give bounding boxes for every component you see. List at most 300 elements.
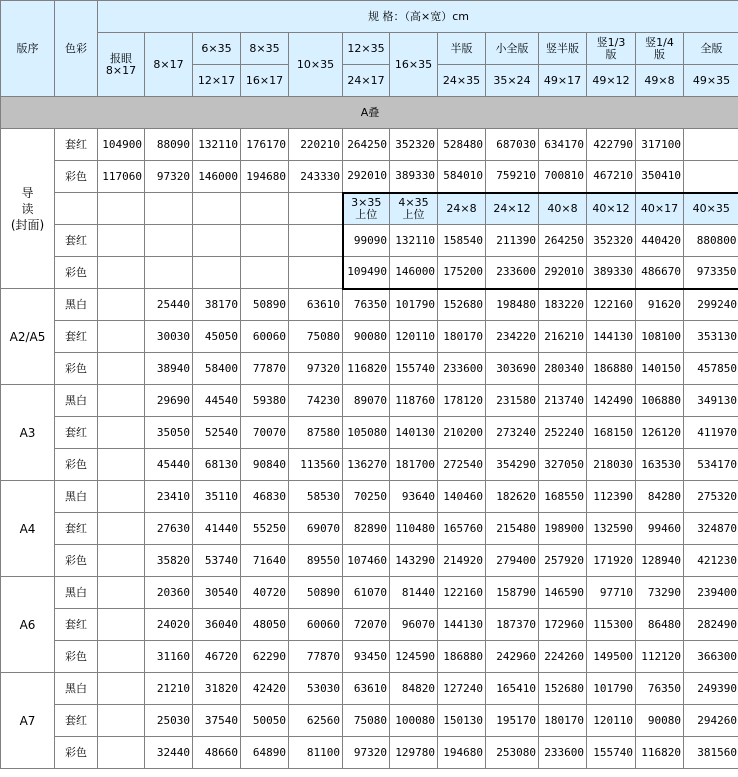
price-cell: 140460	[438, 481, 486, 513]
spec-header: 规 格：（高×宽）cm	[98, 1, 738, 33]
price-cell: 116820	[343, 353, 390, 385]
price-cell: 181700	[390, 449, 438, 481]
price-cell: 60060	[289, 609, 343, 641]
price-cell: 93450	[343, 641, 390, 673]
price-cell: 53030	[289, 673, 343, 705]
price-cell: 45050	[193, 321, 241, 353]
price-cell: 194680	[438, 737, 486, 769]
price-cell: 352320	[390, 129, 438, 161]
price-cell: 152680	[539, 673, 587, 705]
empty-cell	[193, 193, 241, 225]
price-cell: 97320	[343, 737, 390, 769]
sub-size-header: 3×35 上位	[343, 193, 390, 225]
price-cell: 99090	[343, 225, 390, 257]
empty-cell	[145, 257, 193, 289]
empty-cell	[193, 225, 241, 257]
size-header: 12×35	[343, 33, 390, 65]
price-cell: 45440	[145, 449, 193, 481]
price-cell: 186880	[587, 353, 636, 385]
price-cell: 214920	[438, 545, 486, 577]
price-cell: 73290	[636, 577, 684, 609]
price-cell: 183220	[539, 289, 587, 321]
price-cell: 36040	[193, 609, 241, 641]
price-cell	[98, 545, 145, 577]
empty-cell	[241, 257, 289, 289]
price-cell: 132110	[390, 225, 438, 257]
price-cell: 239400	[684, 577, 738, 609]
price-cell: 880800	[684, 225, 738, 257]
price-cell: 146590	[539, 577, 587, 609]
color-label: 套红	[55, 417, 98, 449]
price-cell: 105080	[343, 417, 390, 449]
price-cell: 187370	[486, 609, 539, 641]
price-cell: 50890	[241, 289, 289, 321]
price-cell	[98, 609, 145, 641]
price-cell: 486670	[636, 257, 684, 289]
price-cell: 58530	[289, 481, 343, 513]
price-cell: 48050	[241, 609, 289, 641]
price-cell: 112120	[636, 641, 684, 673]
price-cell: 172960	[539, 609, 587, 641]
color-label: 彩色	[55, 737, 98, 769]
price-cell: 282490	[684, 609, 738, 641]
price-cell: 52540	[193, 417, 241, 449]
price-cell: 350410	[636, 161, 684, 193]
price-cell: 317100	[636, 129, 684, 161]
price-cell: 74230	[289, 385, 343, 417]
size-header-alt: 12×17	[193, 65, 241, 97]
price-cell: 381560	[684, 737, 738, 769]
color-label: 黑白	[55, 577, 98, 609]
price-cell: 411970	[684, 417, 738, 449]
size-header-alt: 24×17	[343, 65, 390, 97]
price-cell: 299240	[684, 289, 738, 321]
price-cell: 53740	[193, 545, 241, 577]
size-header-alt: 49×12	[587, 65, 636, 97]
empty-cell	[241, 225, 289, 257]
price-cell: 82890	[343, 513, 390, 545]
empty-cell	[145, 225, 193, 257]
price-cell: 87580	[289, 417, 343, 449]
price-cell: 84280	[636, 481, 684, 513]
price-cell: 584010	[438, 161, 486, 193]
color-label: 套红	[55, 513, 98, 545]
price-cell: 46830	[241, 481, 289, 513]
price-cell: 467210	[587, 161, 636, 193]
price-cell: 97710	[587, 577, 636, 609]
price-cell: 132590	[587, 513, 636, 545]
price-cell: 292010	[343, 161, 390, 193]
price-cell: 421230	[684, 545, 738, 577]
price-cell: 110480	[390, 513, 438, 545]
price-cell: 242960	[486, 641, 539, 673]
price-cell: 24020	[145, 609, 193, 641]
price-cell: 210200	[438, 417, 486, 449]
price-cell: 973350	[684, 257, 738, 289]
price-cell: 146000	[193, 161, 241, 193]
price-cell: 534170	[684, 449, 738, 481]
price-cell: 69070	[289, 513, 343, 545]
price-cell: 93640	[390, 481, 438, 513]
color-header: 色彩	[55, 1, 98, 97]
empty-cell	[55, 193, 98, 225]
price-cell: 422790	[587, 129, 636, 161]
price-cell: 71640	[241, 545, 289, 577]
price-cell: 27630	[145, 513, 193, 545]
price-cell	[98, 417, 145, 449]
price-cell: 180170	[438, 321, 486, 353]
price-cell	[98, 705, 145, 737]
price-cell: 75080	[343, 705, 390, 737]
price-cell: 275320	[684, 481, 738, 513]
price-cell: 127240	[438, 673, 486, 705]
sub-size-header: 24×12	[486, 193, 539, 225]
price-cell: 140130	[390, 417, 438, 449]
price-cell: 101790	[587, 673, 636, 705]
price-cell: 168550	[539, 481, 587, 513]
price-cell: 700810	[539, 161, 587, 193]
color-label: 黑白	[55, 673, 98, 705]
price-cell: 178120	[438, 385, 486, 417]
empty-cell	[289, 225, 343, 257]
price-cell: 122160	[587, 289, 636, 321]
price-cell: 389330	[587, 257, 636, 289]
price-cell: 32440	[145, 737, 193, 769]
price-cell: 75080	[289, 321, 343, 353]
color-label: 彩色	[55, 545, 98, 577]
price-cell: 70070	[241, 417, 289, 449]
price-cell: 50050	[241, 705, 289, 737]
price-cell: 180170	[539, 705, 587, 737]
price-cell: 90080	[636, 705, 684, 737]
price-cell: 150130	[438, 705, 486, 737]
price-cell: 129780	[390, 737, 438, 769]
empty-cell	[98, 257, 145, 289]
price-cell: 70250	[343, 481, 390, 513]
price-cell: 113560	[289, 449, 343, 481]
price-cell: 84820	[390, 673, 438, 705]
price-cell: 109490	[343, 257, 390, 289]
price-cell: 38940	[145, 353, 193, 385]
size-header-alt: 16×17	[241, 65, 289, 97]
size-header-alt: 49×35	[684, 65, 738, 97]
size-header: 全版	[684, 33, 738, 65]
price-cell: 40720	[241, 577, 289, 609]
sub-size-header: 40×8	[539, 193, 587, 225]
color-label: 套红	[55, 225, 98, 257]
edition-name: A7	[1, 673, 55, 769]
color-label: 套红	[55, 321, 98, 353]
price-cell: 198480	[486, 289, 539, 321]
price-cell: 186880	[438, 641, 486, 673]
price-cell: 253080	[486, 737, 539, 769]
size-header: 16×35	[390, 33, 438, 97]
price-cell: 61070	[343, 577, 390, 609]
sub-size-header: 40×12	[587, 193, 636, 225]
empty-cell	[193, 257, 241, 289]
price-cell: 41440	[193, 513, 241, 545]
price-cell: 155740	[390, 353, 438, 385]
price-cell	[98, 289, 145, 321]
price-cell: 218030	[587, 449, 636, 481]
price-cell: 149500	[587, 641, 636, 673]
price-cell: 42420	[241, 673, 289, 705]
price-cell: 64890	[241, 737, 289, 769]
color-label: 黑白	[55, 481, 98, 513]
color-label: 黑白	[55, 289, 98, 321]
price-cell: 35050	[145, 417, 193, 449]
size-header: 报眼 8×17	[98, 33, 145, 97]
price-cell: 99460	[636, 513, 684, 545]
price-cell: 195170	[486, 705, 539, 737]
price-cell: 77870	[289, 641, 343, 673]
edition-name: A4	[1, 481, 55, 577]
price-cell: 352320	[587, 225, 636, 257]
size-header: 6×35	[193, 33, 241, 65]
price-cell: 257920	[539, 545, 587, 577]
price-cell: 89550	[289, 545, 343, 577]
price-cell: 158540	[438, 225, 486, 257]
price-cell: 349130	[684, 385, 738, 417]
price-cell: 21210	[145, 673, 193, 705]
edition-header: 版序	[1, 1, 55, 97]
price-cell: 231580	[486, 385, 539, 417]
price-cell: 327050	[539, 449, 587, 481]
price-cell: 687030	[486, 129, 539, 161]
price-cell: 233600	[486, 257, 539, 289]
price-cell: 48660	[193, 737, 241, 769]
empty-cell	[145, 193, 193, 225]
price-cell: 234220	[486, 321, 539, 353]
price-cell: 108100	[636, 321, 684, 353]
price-cell: 198900	[539, 513, 587, 545]
price-cell: 122160	[438, 577, 486, 609]
color-label: 彩色	[55, 449, 98, 481]
empty-cell	[98, 193, 145, 225]
price-cell: 112390	[587, 481, 636, 513]
price-cell: 273240	[486, 417, 539, 449]
empty-cell	[241, 193, 289, 225]
price-cell: 63610	[289, 289, 343, 321]
sub-size-header: 40×17	[636, 193, 684, 225]
price-cell: 30540	[193, 577, 241, 609]
price-cell: 294260	[684, 705, 738, 737]
price-cell: 272540	[438, 449, 486, 481]
price-cell: 117060	[98, 161, 145, 193]
price-cell	[684, 161, 738, 193]
price-cell: 81440	[390, 577, 438, 609]
price-cell: 35820	[145, 545, 193, 577]
size-header: 10×35	[289, 33, 343, 97]
price-cell: 60060	[241, 321, 289, 353]
size-header: 竖1/3 版	[587, 33, 636, 65]
price-cell	[98, 353, 145, 385]
price-cell: 152680	[438, 289, 486, 321]
color-label: 彩色	[55, 257, 98, 289]
price-cell: 91620	[636, 289, 684, 321]
price-cell: 120110	[390, 321, 438, 353]
size-header: 8×35	[241, 33, 289, 65]
price-cell: 168150	[587, 417, 636, 449]
price-cell	[98, 673, 145, 705]
price-cell	[98, 737, 145, 769]
price-cell: 142490	[587, 385, 636, 417]
price-cell: 215480	[486, 513, 539, 545]
price-cell: 29690	[145, 385, 193, 417]
size-header: 小全版	[486, 33, 539, 65]
price-cell: 46720	[193, 641, 241, 673]
price-cell: 38170	[193, 289, 241, 321]
price-cell: 100080	[390, 705, 438, 737]
size-header: 半版	[438, 33, 486, 65]
price-cell: 194680	[241, 161, 289, 193]
size-header: 8×17	[145, 33, 193, 97]
price-cell: 233600	[539, 737, 587, 769]
price-cell: 120110	[587, 705, 636, 737]
price-cell: 353130	[684, 321, 738, 353]
price-cell: 144130	[587, 321, 636, 353]
price-cell: 213740	[539, 385, 587, 417]
section-label: A叠	[1, 97, 738, 129]
empty-cell	[98, 225, 145, 257]
price-cell: 23410	[145, 481, 193, 513]
price-cell: 303690	[486, 353, 539, 385]
price-cell: 634170	[539, 129, 587, 161]
price-cell: 76350	[343, 289, 390, 321]
price-cell: 264250	[539, 225, 587, 257]
price-cell: 279400	[486, 545, 539, 577]
price-cell: 143290	[390, 545, 438, 577]
price-cell: 280340	[539, 353, 587, 385]
empty-cell	[289, 193, 343, 225]
price-cell: 96070	[390, 609, 438, 641]
price-cell: 37540	[193, 705, 241, 737]
price-cell	[98, 481, 145, 513]
price-cell: 90080	[343, 321, 390, 353]
price-cell: 58400	[193, 353, 241, 385]
sub-size-header: 4×35 上位	[390, 193, 438, 225]
price-cell: 264250	[343, 129, 390, 161]
sub-size-header: 40×35	[684, 193, 738, 225]
price-cell: 140150	[636, 353, 684, 385]
price-cell: 116820	[636, 737, 684, 769]
price-cell: 220210	[289, 129, 343, 161]
price-cell: 252240	[539, 417, 587, 449]
price-cell: 165760	[438, 513, 486, 545]
price-cell: 146000	[390, 257, 438, 289]
color-label: 套红	[55, 705, 98, 737]
price-cell: 72070	[343, 609, 390, 641]
color-label: 套红	[55, 129, 98, 161]
price-cell: 324870	[684, 513, 738, 545]
color-label: 彩色	[55, 353, 98, 385]
price-cell: 97320	[289, 353, 343, 385]
price-cell	[98, 321, 145, 353]
size-header-alt: 49×17	[539, 65, 587, 97]
size-header-alt: 49×8	[636, 65, 684, 97]
price-cell: 354290	[486, 449, 539, 481]
edition-name: A2/A5	[1, 289, 55, 385]
price-cell: 115300	[587, 609, 636, 641]
price-cell: 31160	[145, 641, 193, 673]
price-cell: 62290	[241, 641, 289, 673]
price-cell: 216210	[539, 321, 587, 353]
size-header: 竖1/4 版	[636, 33, 684, 65]
price-cell: 249390	[684, 673, 738, 705]
price-cell: 77870	[241, 353, 289, 385]
price-cell: 528480	[438, 129, 486, 161]
price-cell	[98, 385, 145, 417]
price-cell	[98, 513, 145, 545]
price-cell: 107460	[343, 545, 390, 577]
price-cell: 126120	[636, 417, 684, 449]
price-cell: 55250	[241, 513, 289, 545]
price-cell: 457850	[684, 353, 738, 385]
color-label: 彩色	[55, 161, 98, 193]
price-cell: 50890	[289, 577, 343, 609]
price-cell	[98, 577, 145, 609]
price-cell: 68130	[193, 449, 241, 481]
price-cell	[98, 641, 145, 673]
price-cell: 88090	[145, 129, 193, 161]
edition-name: A6	[1, 577, 55, 673]
price-cell: 158790	[486, 577, 539, 609]
price-cell: 31820	[193, 673, 241, 705]
price-cell: 211390	[486, 225, 539, 257]
price-cell: 89070	[343, 385, 390, 417]
price-cell: 118760	[390, 385, 438, 417]
price-cell: 132110	[193, 129, 241, 161]
price-cell: 101790	[390, 289, 438, 321]
price-cell: 144130	[438, 609, 486, 641]
price-cell: 76350	[636, 673, 684, 705]
price-cell: 62560	[289, 705, 343, 737]
price-cell: 233600	[438, 353, 486, 385]
price-cell: 292010	[539, 257, 587, 289]
price-cell: 20360	[145, 577, 193, 609]
edition-cover: 导 读 (封面)	[1, 129, 55, 289]
price-cell: 59380	[241, 385, 289, 417]
price-cell: 182620	[486, 481, 539, 513]
price-cell: 155740	[587, 737, 636, 769]
price-cell: 136270	[343, 449, 390, 481]
price-cell: 124590	[390, 641, 438, 673]
price-cell: 86480	[636, 609, 684, 641]
price-cell: 224260	[539, 641, 587, 673]
size-header: 竖半版	[539, 33, 587, 65]
price-cell: 90840	[241, 449, 289, 481]
price-cell: 176170	[241, 129, 289, 161]
price-cell	[684, 129, 738, 161]
size-header-alt: 24×35	[438, 65, 486, 97]
color-label: 彩色	[55, 641, 98, 673]
color-label: 黑白	[55, 385, 98, 417]
size-header-alt: 35×24	[486, 65, 539, 97]
price-cell: 243330	[289, 161, 343, 193]
edition-name: A3	[1, 385, 55, 481]
price-cell: 104900	[98, 129, 145, 161]
empty-cell	[289, 257, 343, 289]
price-cell: 171920	[587, 545, 636, 577]
price-cell: 81100	[289, 737, 343, 769]
price-cell: 175200	[438, 257, 486, 289]
price-cell: 106880	[636, 385, 684, 417]
price-cell: 165410	[486, 673, 539, 705]
price-cell: 163530	[636, 449, 684, 481]
price-cell: 440420	[636, 225, 684, 257]
price-cell	[98, 449, 145, 481]
price-cell: 63610	[343, 673, 390, 705]
